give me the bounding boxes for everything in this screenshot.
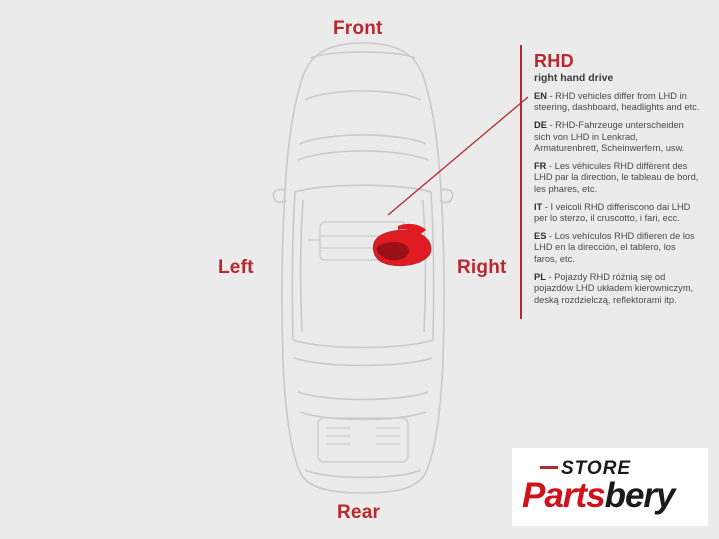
desc-text-it: - I veicoli RHD differiscono dai LHD per lo sterzo, il cruscotto, i fari, ecc. bbox=[534, 201, 691, 224]
description-es bbox=[534, 231, 700, 265]
logo-brand-dark: bery bbox=[604, 476, 675, 515]
description-it bbox=[534, 202, 700, 225]
description-pl bbox=[534, 272, 700, 306]
description-en bbox=[534, 91, 700, 114]
logo-store-label: STORE bbox=[561, 458, 632, 479]
highlighted-part bbox=[373, 224, 430, 266]
lang-code-en: EN bbox=[534, 91, 547, 101]
orientation-label-left: Left bbox=[218, 257, 254, 278]
orientation-label-rear: Rear bbox=[337, 502, 381, 523]
orientation-label-front: Front bbox=[333, 18, 383, 39]
logo-dash bbox=[540, 466, 558, 469]
desc-text-de: - RHD-Fahrzeuge unterscheiden sich von LHD in Lenkrad, Armaturenbrett, Scheinwerfern, usw. bbox=[534, 120, 685, 154]
orientation-label-right: Right bbox=[457, 257, 507, 278]
lang-code-it: IT bbox=[534, 201, 543, 212]
desc-text-pl: - Pojazdy RHD różnią się od pojazdów LHD układem kierowniczym, deską rozdzielczą, reflektorami itp. bbox=[534, 271, 694, 305]
callout-title: RHD bbox=[534, 51, 574, 71]
brand-logo bbox=[512, 448, 708, 526]
desc-text-en: - RHD vehicles differ from LHD in steering, dashboard, headlights and etc. bbox=[534, 91, 700, 113]
lang-code-pl: PL bbox=[534, 271, 546, 282]
logo-brand-text bbox=[522, 476, 675, 516]
lang-code-es: ES bbox=[534, 231, 547, 242]
lang-code-fr: FR bbox=[534, 161, 547, 172]
car-top-view-illustration bbox=[248, 40, 478, 495]
description-fr bbox=[534, 161, 700, 195]
callout-subtitle: right hand drive bbox=[534, 72, 614, 84]
description-de bbox=[534, 120, 700, 154]
lang-code-de: DE bbox=[534, 120, 547, 131]
rhd-callout-panel bbox=[520, 45, 700, 319]
desc-text-fr: - Les véhicules RHD diffèrent des LHD par la direction, le tableau de bord, les phares, etc. bbox=[534, 161, 699, 194]
logo-brand-light: Parts bbox=[522, 476, 605, 515]
desc-text-es: - Los vehículos RHD difieren de los LHD en la dirección, el tablero, los faros, etc. bbox=[534, 231, 695, 264]
